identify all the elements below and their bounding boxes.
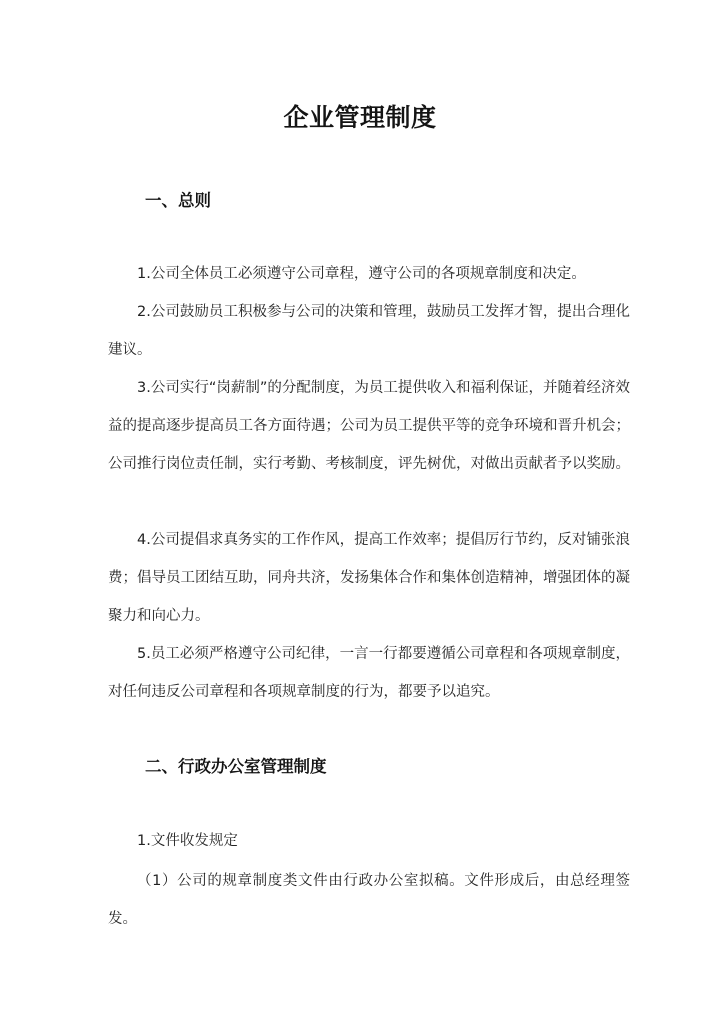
- section-heading-general: 一、总则: [145, 191, 211, 210]
- admin-clause-1: （1）公司的规章制度类文件由行政办公室拟稿。文件形成后，由总经理签发。: [108, 873, 630, 927]
- general-clause-4: 4.公司提倡求真务实的工作作风，提高工作效率；提倡厉行节约，反对铺张浪费；倡导员工团结互助，同舟共济，发扬集体合作和集体创造精神，增强团体的凝聚力和向心力。: [108, 532, 630, 624]
- general-clause-2: 2.公司鼓励员工积极参与公司的决策和管理，鼓励员工发挥才智，提出合理化建议。: [108, 304, 630, 358]
- general-clause-5: 5.员工必须严格遵守公司纪律，一言一行都要遵循公司章程和各项规章制度，对任何违反公司章程和各项规章制度的行为，都要予以追究。: [108, 646, 630, 700]
- section-heading-admin-office: 二、行政办公室管理制度: [145, 757, 327, 776]
- document-title: 企业管理制度: [283, 103, 437, 132]
- general-clause-3: 3.公司实行“岗薪制”的分配制度，为员工提供收入和福利保证，并随着经济效益的提高逐步提高员工各方面待遇；公司为员工提供平等的竞争环境和晋升机会；公司推行岗位责任制，实行考勤、考核制度，评先树优，对做出贡献者予以奖励。: [108, 380, 630, 472]
- subsection-heading-document-handling: 1.文件收发规定: [137, 833, 238, 849]
- general-clause-1: 1.公司全体员工必须遵守公司章程，遵守公司的各项规章制度和决定。: [137, 266, 586, 282]
